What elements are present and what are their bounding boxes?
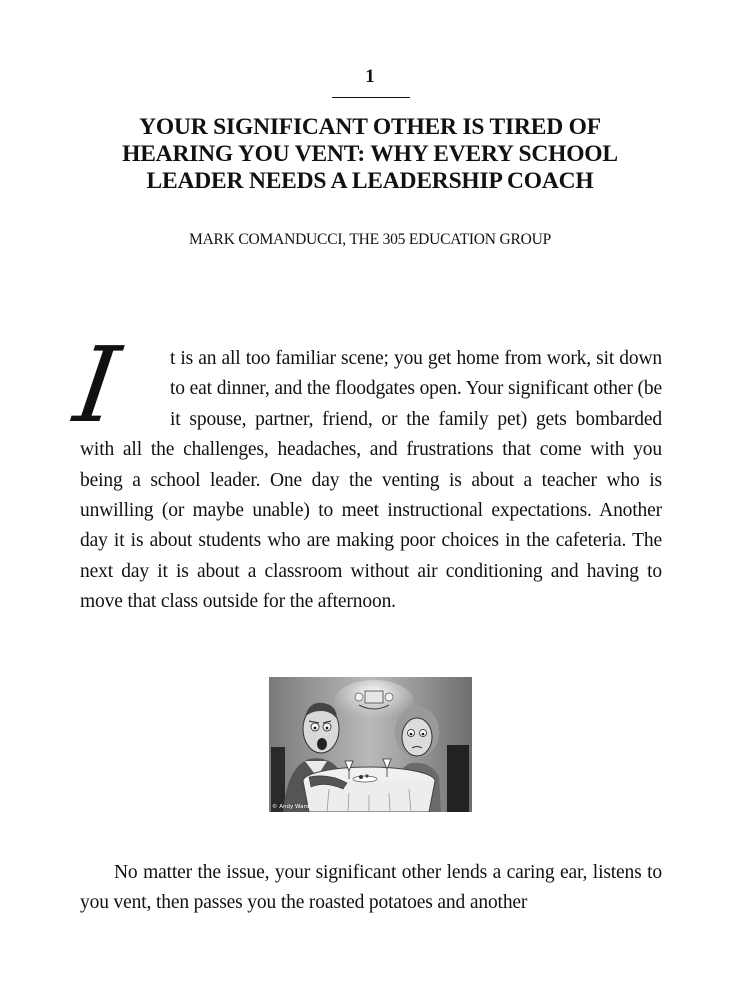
paragraph-1-text: t is an all too familiar scene; you get home from work, sit down to eat dinner, and the floodgates open. Your significant other (be it spouse, partner, friend, or the family pet) gets bombarded with all the challenges, headaches, and frustrations that come with you being a school leader. One day the venting is about a teacher who is unwilling (or maybe unable) to meet instructional expectations. Another day it is about students who are making poor choices in the cafeteria. The next day it is about a classroom without air conditioning and having to move that class outside for the afternoon. <box>80 348 662 613</box>
paragraph-1 <box>67 324 662 618</box>
chapter-number: 1 <box>365 66 375 87</box>
drop-cap: I <box>67 324 126 446</box>
illustration-credit: © Andy Ward <box>272 804 310 810</box>
paragraph-2: No matter the issue, your significant other lends a caring ear, listens to you vent, then passes you the roasted potatoes and another <box>80 862 662 914</box>
chapter-rule <box>332 97 410 98</box>
dinner-couple-illustration <box>269 677 472 812</box>
chapter-title: YOUR SIGNIFICANT OTHER IS TIRED OF HEARING YOU VENT: WHY EVERY SCHOOL LEADER NEEDS A LEADERSHIP COACH <box>122 114 618 194</box>
chapter-author: MARK COMANDUCCI, THE 305 EDUCATION GROUP <box>188 231 551 248</box>
